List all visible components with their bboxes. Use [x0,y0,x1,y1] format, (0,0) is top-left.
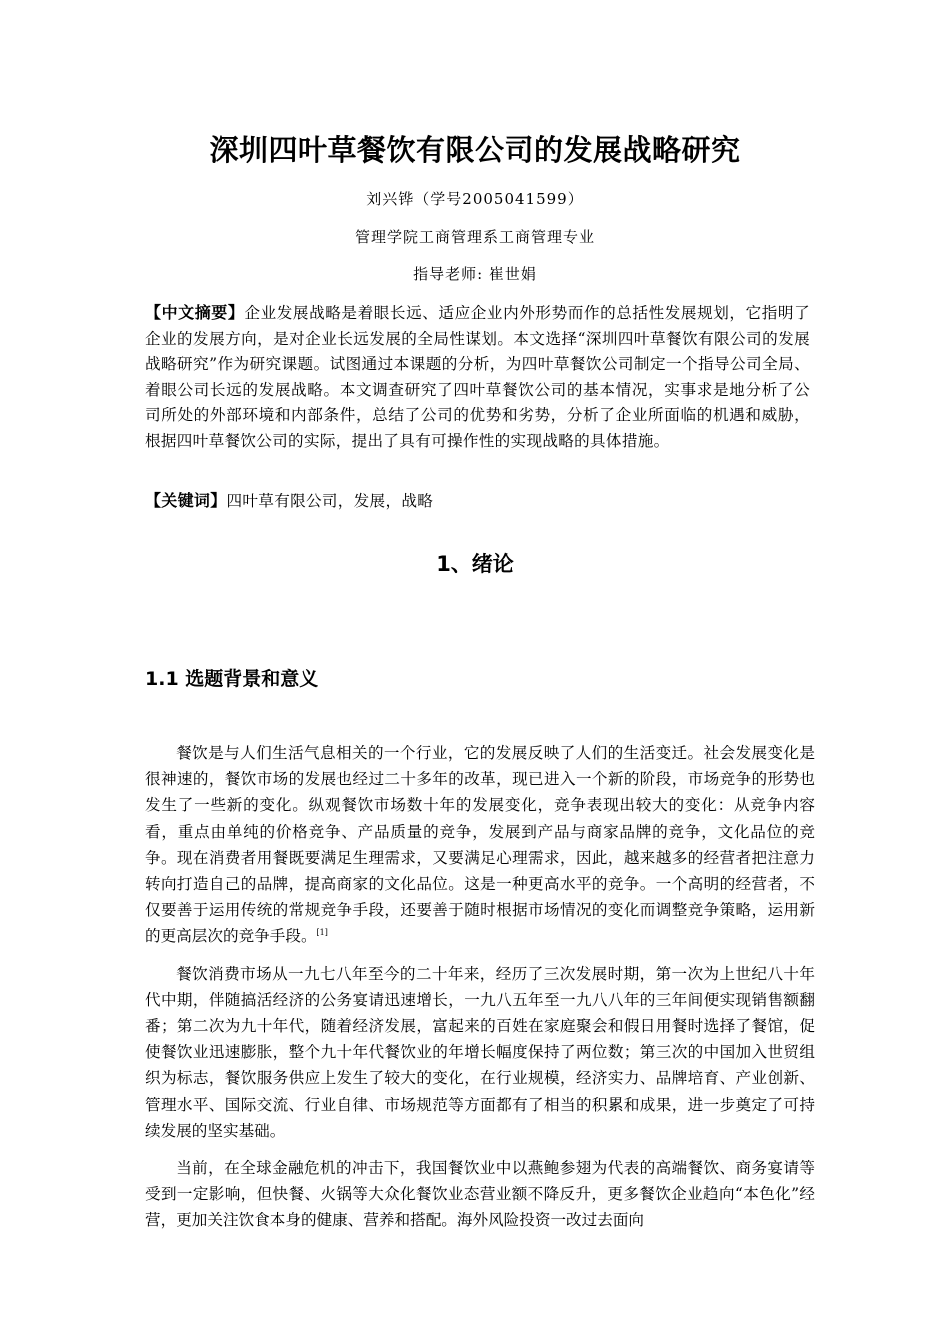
keywords-label: 【关键词】 [145,491,227,510]
keywords-text: 四叶草有限公司，发展，战略 [226,492,434,510]
keywords-block [145,488,810,514]
abstract-block [145,300,810,454]
body-text [145,740,815,1245]
citation-ref: [1] [316,928,328,938]
paragraph: 餐饮消费市场从一九七八年至今的二十年来，经历了三次发展时期，第一次为上世纪八十年代中期，伴随搞活经济的公务宴请迅速增长，一九八五年至一九八八年的三年间便实现销售额翻番；第二次为九十年代，随着经济发展，富起来的百姓在家庭聚会和假日用餐时选择了餐馆，促使餐饮业迅速膨胀，整个九十年代餐饮业的年增长幅度保持了两位数；第三次的中国加入世贸组织为标志，餐饮服务供应上发生了较大的变化，在行业规模，经济实力、品牌培育、产业创新、管理水平、国际交流、行业自律、市场规范等方面都有了相当的积累和成果，进一步奠定了可持续发展的坚实基础。 [145,964,815,1140]
advisor-line: 指导老师: 崔世娟 [413,265,537,283]
section-heading: 1、绪论 [436,552,514,576]
department-line: 管理学院工商管理系工商管理专业 [354,228,595,246]
paper-title: 深圳四叶草餐饮有限公司的发展战略研究 [209,133,741,167]
paragraph: 当前，在全球金融危机的冲击下，我国餐饮业中以燕鲍参翅为代表的高端餐饮、商务宴请等受到一定影响，但快餐、火锅等大众化餐饮业态营业额不降反升，更多餐饮企业趋向“本色化”经营，更加关注饮食本身的健康、营养和搭配。海外风险投资一改过去面向 [145,1159,815,1230]
subsection-heading: 1.1 选题背景和意义 [145,668,319,690]
abstract-label: 【中文摘要】 [145,303,245,322]
author-line: 刘兴铧（学号2005041599） [366,190,584,208]
paragraph [145,740,815,950]
abstract-text: 企业发展战略是着眼长远、适应企业内外形势而作的总括性发展规划，它指明了企业的发展方向，是对企业长远发展的全局性谋划。本文选择“深圳四叶草餐饮有限公司的发展战略研究”作为研究课题。试图通过本课题的分析，为四叶草餐饮公司制定一个指导公司全局、着眼公司长远的发展战略。本文调查研究了四叶草餐饮公司的基本情况，实事求是地分析了公司所处的外部环境和内部条件，总结了公司的优势和劣势，分析了企业所面临的机遇和威胁，根据四叶草餐饮公司的实际，提出了具有可操作性的实现战略的具体措施。 [145,304,810,450]
paragraph-text: 餐饮是与人们生活气息相关的一个行业，它的发展反映了人们的生活变迁。社会发展变化是很神速的，餐饮市场的发展也经过二十多年的改革，现已进入一个新的阶段，市场竞争的形势也发生了一些新的变化。纵观餐饮市场数十年的发展变化，竞争表现出较大的变化：从竞争内容看，重点由单纯的价格竞争、产品质量的竞争，发展到产品与商家品牌的竞争，文化品位的竞争。现在消费者用餐既要满足生理需求，又要满足心理需求，因此，越来越多的经营者把注意力转向打造自己的品牌，提高商家的文化品位。这是一种更高水平的竞争。一个高明的经营者，不仅要善于运用传统的常规竞争手段，还要善于随时根据市场情况的变化而调整竞争策略，运用新的更高层次的竞争手段。 [145,744,815,946]
